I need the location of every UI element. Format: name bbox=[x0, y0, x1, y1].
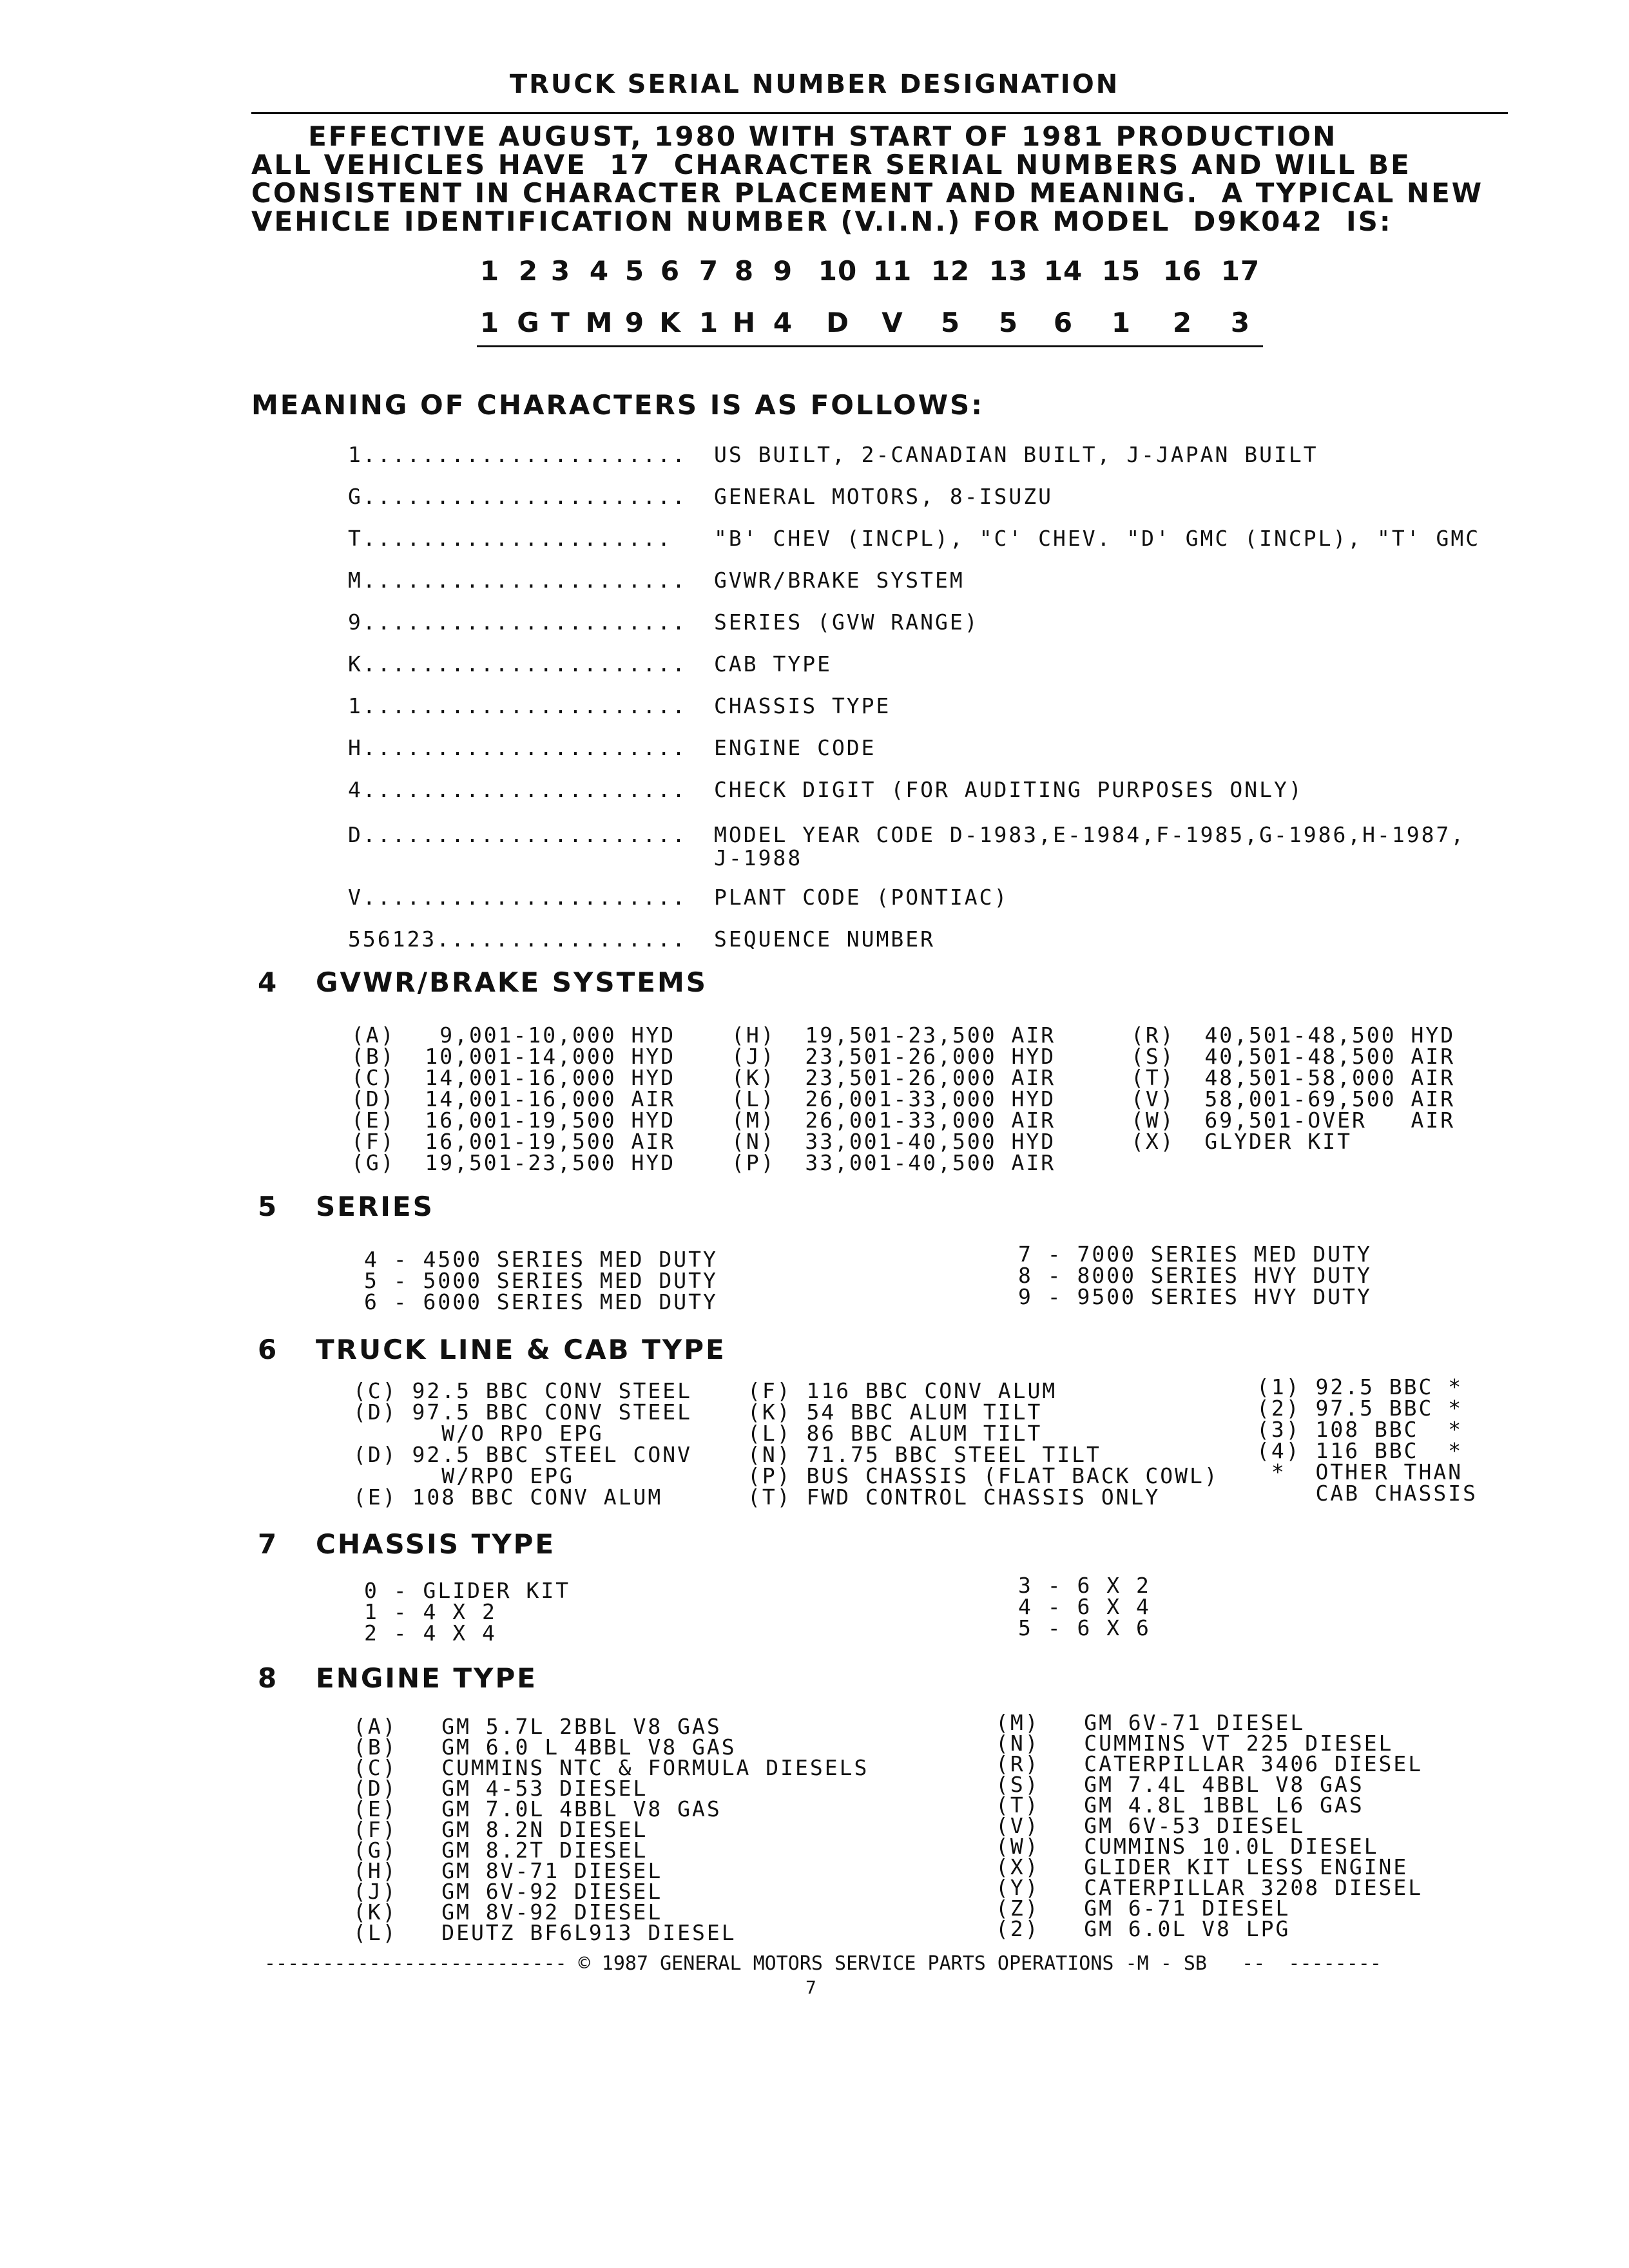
vin-character: 9 bbox=[624, 307, 645, 338]
cab-col-2: (F) 116 BBC CONV ALUM (K) 54 BBC ALUM TILT (L) 86 BBC ALUM TILT (N) 71.75 BBC STEEL TILT (P) BUS CHASSIS (FLAT BACK COWL) (T) FWD CONTROL CHASSIS ONLY bbox=[747, 1378, 1219, 1510]
intro-line: EFFECTIVE AUGUST, 1980 WITH START OF 1981 PRODUCTION bbox=[251, 120, 1338, 152]
vin-character: 3 bbox=[1230, 307, 1251, 338]
vin-character: K bbox=[659, 307, 681, 338]
section-heading-gvwr: GVWR/BRAKE SYSTEMS bbox=[316, 966, 708, 998]
meaning-row bbox=[348, 777, 1304, 802]
meaning-row bbox=[348, 735, 876, 760]
vin-character: 1 bbox=[479, 307, 500, 338]
engine-col-1: (A) GM 5.7L 2BBL V8 GAS (B) GM 6.0 L 4BBL V8 GAS (C) CUMMINS NTC & FORMULA DIESELS (D) GM 4-53 DIESEL (E) GM 7.0L 4BBL V8 GAS (F) GM 8.2N DIESEL (G) GM 8.2T DIESEL (H) GM 8V-71 DIESEL (J) GM 6V-92 DIESEL (K) GM 8V-92 DIESEL (L) DEUTZ BF6L913 DIESEL bbox=[353, 1714, 869, 1945]
vin-character: G bbox=[517, 307, 540, 338]
vin-character-row bbox=[0, 307, 1629, 339]
title-rule bbox=[251, 112, 1508, 114]
meaning-row bbox=[348, 885, 1009, 910]
section-heading-series: SERIES bbox=[316, 1191, 434, 1222]
section-heading-chassis: CHASSIS TYPE bbox=[316, 1528, 556, 1560]
meaning-row bbox=[348, 822, 1466, 870]
meaning-row bbox=[348, 927, 936, 952]
vin-character: 1 bbox=[1111, 307, 1132, 338]
meaning-row bbox=[348, 693, 891, 718]
vin-character: H bbox=[732, 307, 757, 338]
meaning-value: GVWR/BRAKE SYSTEM bbox=[714, 568, 965, 593]
page-title: TRUCK SERIAL NUMBER DESIGNATION bbox=[509, 70, 1120, 99]
series-col-1: 4 - 4500 SERIES MED DUTY 5 - 5000 SERIES MED DUTY 6 - 6000 SERIES MED DUTY bbox=[364, 1247, 718, 1314]
intro-line: VEHICLE IDENTIFICATION NUMBER (V.I.N.) FOR MODEL D9K042 IS: bbox=[251, 206, 1393, 237]
vin-position: 5 bbox=[624, 255, 645, 287]
vin-character: 5 bbox=[940, 307, 961, 338]
section-heading-engine: ENGINE TYPE bbox=[316, 1662, 537, 1694]
meaning-key: 1...................... bbox=[348, 442, 687, 467]
vin-position: 4 bbox=[589, 255, 610, 287]
meaning-row bbox=[348, 442, 1318, 467]
vin-position: 13 bbox=[988, 255, 1028, 287]
meaning-heading: MEANING OF CHARACTERS IS AS FOLLOWS: bbox=[251, 389, 985, 421]
meaning-key: 4...................... bbox=[348, 777, 687, 802]
meaning-value: SERIES (GVW RANGE) bbox=[714, 610, 979, 635]
meaning-key: 1...................... bbox=[348, 693, 687, 718]
meaning-value: CHASSIS TYPE bbox=[714, 693, 891, 718]
intro-line: ALL VEHICLES HAVE 17 CHARACTER SERIAL NUMBERS AND WILL BE bbox=[251, 149, 1411, 180]
vin-position: 11 bbox=[872, 255, 912, 287]
vin-character: T bbox=[551, 307, 570, 338]
page-number: 7 bbox=[805, 1977, 816, 1998]
vin-position: 2 bbox=[518, 255, 539, 287]
meaning-value: MODEL YEAR CODE D-1983,E-1984,F-1985,G-1986,H-1987, J-1988 bbox=[714, 822, 1466, 870]
vin-position: 7 bbox=[699, 255, 719, 287]
meaning-value: SEQUENCE NUMBER bbox=[714, 927, 936, 952]
meaning-value: "B' CHEV (INCPL), "C' CHEV. "D' GMC (INCPL), "T' GMC bbox=[714, 526, 1481, 551]
gvwr-col-3: (R) 40,501-48,500 HYD (S) 40,501-48,500 AIR (T) 48,501-58,000 AIR (V) 58,001-69,500 AIR (W) 69,501-OVER AIR (X) GLYDER KIT bbox=[1131, 1023, 1456, 1154]
meaning-key: K...................... bbox=[348, 651, 687, 677]
meaning-key: G...................... bbox=[348, 484, 687, 509]
meaning-row bbox=[348, 610, 979, 635]
section-number: 8 bbox=[258, 1662, 277, 1694]
meaning-row bbox=[348, 568, 965, 593]
vin-position: 15 bbox=[1101, 255, 1141, 287]
vin-character: D bbox=[826, 307, 849, 338]
vin-character: M bbox=[585, 307, 613, 338]
vin-character: 6 bbox=[1053, 307, 1074, 338]
meaning-key: H...................... bbox=[348, 735, 687, 760]
vin-position: 6 bbox=[660, 255, 680, 287]
vin-position: 10 bbox=[818, 255, 858, 287]
gvwr-col-2: (H) 19,501-23,500 AIR (J) 23,501-26,000 HYD (K) 23,501-26,000 AIR (L) 26,001-33,000 HYD (M) 26,001-33,000 AIR (N) 33,001-40,500 HYD (P) 33,001-40,500 AIR bbox=[731, 1023, 1056, 1175]
vin-position: 9 bbox=[773, 255, 793, 287]
meaning-value: GENERAL MOTORS, 8-ISUZU bbox=[714, 484, 1053, 509]
vin-position: 8 bbox=[734, 255, 755, 287]
chassis-col-2: 3 - 6 X 2 4 - 6 X 4 5 - 6 X 6 bbox=[1018, 1573, 1151, 1640]
vin-character: 4 bbox=[773, 307, 793, 338]
section-number: 7 bbox=[258, 1528, 277, 1560]
vin-position: 16 bbox=[1162, 255, 1202, 287]
meaning-row bbox=[348, 651, 832, 677]
meaning-value: CHECK DIGIT (FOR AUDITING PURPOSES ONLY) bbox=[714, 777, 1304, 802]
meaning-key: V...................... bbox=[348, 885, 687, 910]
engine-col-2: (M) GM 6V-71 DIESEL (N) CUMMINS VT 225 DIESEL (R) CATERPILLAR 3406 DIESEL (S) GM 7.4L 4BBL V8 GAS (T) GM 4.8L 1BBL L6 GAS (V) GM 6V-53 DIESEL (W) CUMMINS 10.0L DIESEL (X) GLIDER KIT LESS ENGINE (Y) CATERPILLAR 3208 DIESEL (Z) GM 6-71 DIESEL (2) GM 6.0L V8 LPG bbox=[996, 1710, 1423, 1941]
meaning-key: T..................... bbox=[348, 526, 673, 551]
meaning-value: CAB TYPE bbox=[714, 651, 832, 677]
vin-position: 17 bbox=[1220, 255, 1260, 287]
vin-character: 2 bbox=[1172, 307, 1193, 338]
section-number: 4 bbox=[258, 966, 277, 998]
intro-line: CONSISTENT IN CHARACTER PLACEMENT AND MEANING. A TYPICAL NEW bbox=[251, 177, 1484, 209]
meaning-key: M...................... bbox=[348, 568, 687, 593]
cab-col-3: (1) 92.5 BBC * (2) 97.5 BBC * (3) 108 BBC * (4) 116 BBC * * OTHER THAN CAB CHASSIS bbox=[1257, 1374, 1478, 1506]
meaning-row bbox=[348, 526, 1481, 551]
vin-underline bbox=[477, 345, 1263, 347]
vin-position: 1 bbox=[479, 255, 500, 287]
vin-position: 12 bbox=[930, 255, 970, 287]
vin-character: V bbox=[882, 307, 903, 338]
meaning-row bbox=[348, 484, 1053, 509]
series-col-2: 7 - 7000 SERIES MED DUTY 8 - 8000 SERIES HVY DUTY 9 - 9500 SERIES HVY DUTY bbox=[1018, 1242, 1372, 1309]
section-heading-cab: TRUCK LINE & CAB TYPE bbox=[316, 1334, 726, 1365]
vin-position: 3 bbox=[550, 255, 571, 287]
chassis-col-1: 0 - GLIDER KIT 1 - 4 X 2 2 - 4 X 4 bbox=[364, 1578, 571, 1646]
meaning-key: D...................... bbox=[348, 822, 687, 847]
meaning-value: ENGINE CODE bbox=[714, 735, 876, 760]
section-number: 5 bbox=[258, 1191, 277, 1222]
intro-paragraph bbox=[251, 122, 1483, 236]
meaning-key: 9...................... bbox=[348, 610, 687, 635]
footer-copyright: -------------------------- © 1987 GENERAL MOTORS SERVICE PARTS OPERATIONS -M - SB -- -------- bbox=[264, 1952, 1382, 1975]
vin-character: 1 bbox=[699, 307, 719, 338]
section-number: 6 bbox=[258, 1334, 277, 1365]
meaning-value: US BUILT, 2-CANADIAN BUILT, J-JAPAN BUILT bbox=[714, 442, 1318, 467]
gvwr-col-1: (A) 9,001-10,000 HYD (B) 10,001-14,000 HYD (C) 14,001-16,000 HYD (D) 14,001-16,000 AIR (E) 16,001-19,500 HYD (F) 16,001-19,500 AIR (G) 19,501-23,500 HYD bbox=[351, 1023, 676, 1175]
meaning-value: PLANT CODE (PONTIAC) bbox=[714, 885, 1009, 910]
meaning-key: 556123................. bbox=[348, 927, 687, 952]
vin-character: 5 bbox=[998, 307, 1019, 338]
vin-position-row bbox=[0, 255, 1629, 287]
vin-position: 14 bbox=[1043, 255, 1083, 287]
cab-col-1: (C) 92.5 BBC CONV STEEL (D) 97.5 BBC CONV STEEL W/O RPO EPG (D) 92.5 BBC STEEL CONV W/RPO EPG (E) 108 BBC CONV ALUM bbox=[353, 1378, 692, 1510]
